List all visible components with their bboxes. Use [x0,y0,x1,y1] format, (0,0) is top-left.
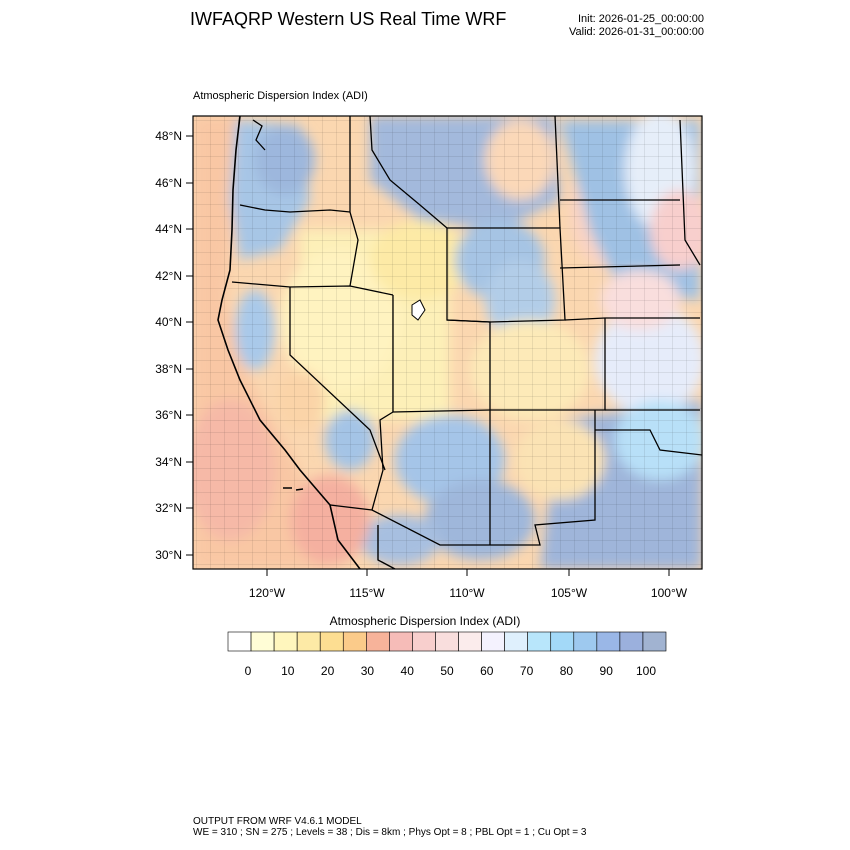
model-config-line: WE = 310 ; SN = 275 ; Levels = 38 ; Dis = 8km ; Phys Opt = 8 ; PBL Opt = 1 ; Cu Opt = 3 [193,827,587,838]
lon-label-115: 115°W [349,586,385,600]
colorbar-tick-label: 50 [440,664,454,678]
lat-label-40: 40°N [155,315,182,329]
map-field-label: Atmospheric Dispersion Index (ADI) [193,90,368,102]
colorbar-tick-label: 20 [320,664,335,678]
colorbar-tick-label: 10 [281,664,295,678]
colorbar-tick-label: 100 [635,664,657,678]
lon-axis [249,569,688,600]
lat-label-46: 46°N [155,176,182,190]
lat-label-44: 44°N [155,222,182,236]
colorbar-swatch [297,632,320,651]
colorbar-tick-label: 40 [400,664,414,678]
colorbar-swatch [574,632,597,651]
model-info-line: OUTPUT FROM WRF V4.6.1 MODEL [193,816,362,827]
lat-label-32: 32°N [155,501,182,515]
colorbar-swatch [412,632,435,651]
lon-label-105: 105°W [550,586,588,600]
colorbar-tick-label: 60 [480,664,494,678]
lat-label-48: 48°N [155,129,182,143]
colorbar-tick-label: 80 [559,664,574,678]
colorbar-swatch [620,632,643,651]
colorbar-title: Atmospheric Dispersion Index (ADI) [329,614,521,628]
map-area [185,110,710,569]
lon-label-100: 100°W [650,586,688,600]
colorbar-swatch [228,632,251,651]
colorbar-tick-label: 90 [599,664,613,678]
colorbar-swatch [343,632,366,651]
colorbar-swatch [435,632,458,651]
colorbar-swatch [274,632,297,651]
colorbar-tick-labels [245,664,657,678]
init-time: Init: 2026-01-25_00:00:00 [578,13,704,25]
colorbar-swatch [482,632,505,651]
colorbar-swatch [643,632,666,651]
lat-label-36: 36°N [155,408,182,422]
colorbar [228,632,666,651]
lat-label-38: 38°N [155,362,182,376]
colorbar-swatch [505,632,528,651]
lon-label-120: 120°W [248,586,286,600]
lat-label-30: 30°N [155,548,182,562]
lon-label-110: 110°W [449,586,485,600]
colorbar-tick-label: 30 [360,664,375,678]
colorbar-swatch [320,632,343,651]
colorbar-tick-label: 70 [519,664,534,678]
lat-label-42: 42°N [155,269,182,283]
lat-label-34: 34°N [155,455,182,469]
colorbar-tick-label: 0 [244,664,252,678]
lat-axis [155,129,193,562]
page-title: IWFAQRP Western US Real Time WRF [190,9,507,29]
colorbar-swatch [459,632,482,651]
colorbar-swatch [551,632,574,651]
colorbar-swatch [528,632,551,651]
colorbar-swatch [251,632,274,651]
colorbar-swatch [366,632,389,651]
colorbar-swatch [597,632,620,651]
colorbar-swatch [389,632,412,651]
valid-time: Valid: 2026-01-31_00:00:00 [569,26,704,38]
